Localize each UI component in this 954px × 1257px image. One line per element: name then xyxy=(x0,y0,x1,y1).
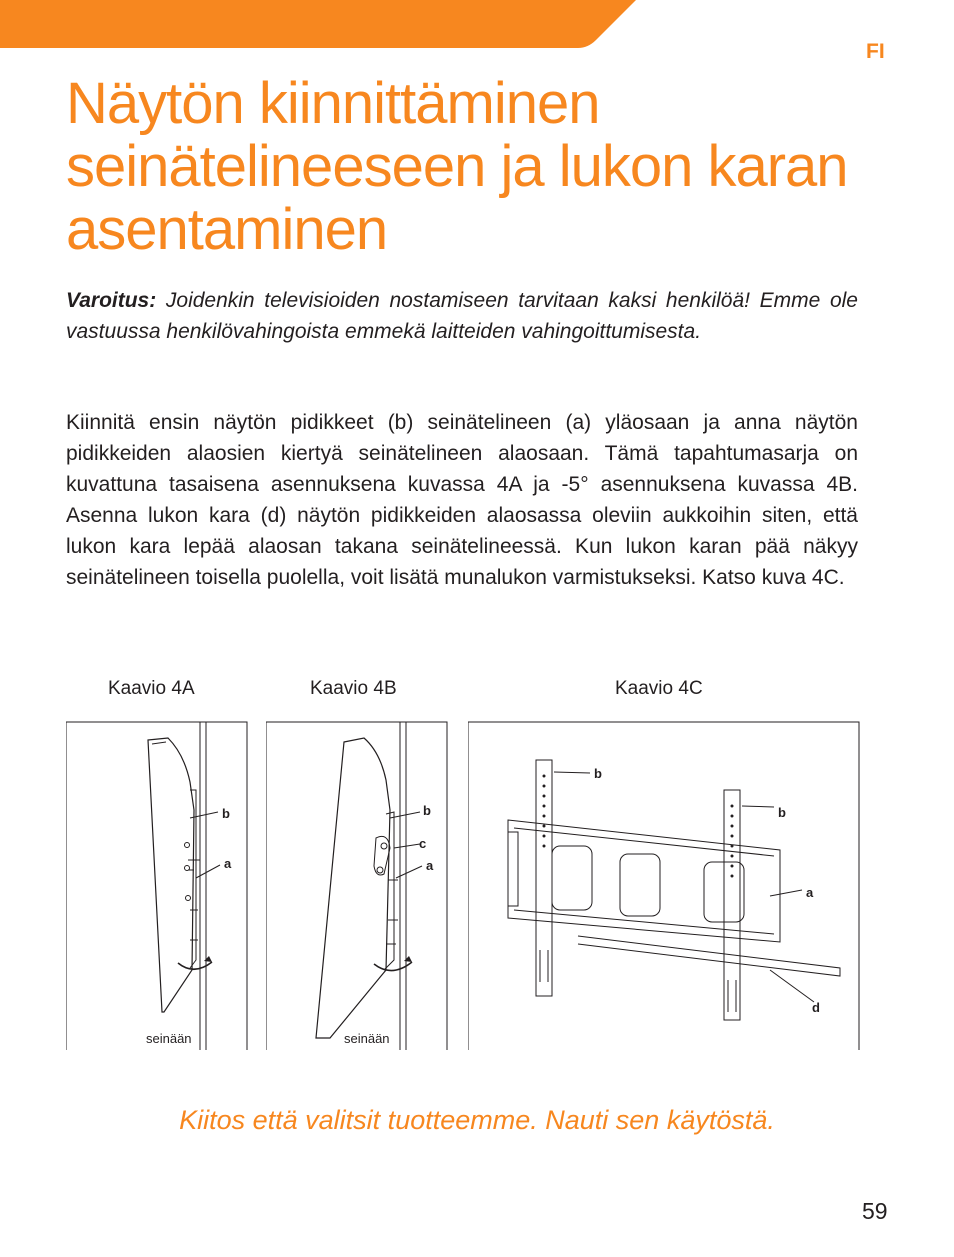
warning-paragraph xyxy=(66,285,858,347)
diagram-4a-caption: Kaavio 4A xyxy=(108,678,195,699)
diagram-4c-label-d: d xyxy=(812,1000,820,1015)
diagram-4a xyxy=(66,720,248,1052)
diagram-4c-caption: Kaavio 4C xyxy=(615,678,703,699)
diagram-4b-wall-label: seinään xyxy=(344,1031,390,1046)
warning-label: Varoitus: xyxy=(66,289,157,312)
diagram-4a-label-b: b xyxy=(222,806,230,821)
page-number: 59 xyxy=(862,1198,888,1224)
page-title: Näytön kiinnittäminen seinätelineeseen ja lukon karan asentaminen xyxy=(66,71,848,262)
language-tag: FI xyxy=(866,40,885,63)
diagram-4b-label-a: a xyxy=(426,858,434,873)
diagram-4a-wall-label: seinään xyxy=(146,1031,192,1046)
diagram-4b xyxy=(266,720,448,1052)
header-banner xyxy=(0,0,640,48)
diagram-4b-caption: Kaavio 4B xyxy=(310,678,397,699)
diagram-4b-label-c: c xyxy=(419,836,427,851)
diagram-4c xyxy=(468,720,860,1052)
instruction-paragraph: Kiinnitä ensin näytön pidikkeet (b) seinätelineen (a) yläosaan ja anna näytön pidikkeiden alaosien kiertyä seinätelineen alaosaan. Tämä tapahtumasarja on kuvattuna tasaisena asennuksena kuvassa 4A ja -5° asennuksena kuvassa 4B. Asenna lukon kara (d) näytön pidikkeiden alaosassa oleviin aukkoihin siten, että lukon kara lepää alaosan takana seinätelineessä. Kun lukon karan pää näkyy seinätelineen toisella puolella, voit lisätä munalukon varmistukseksi. Katso kuva 4C. xyxy=(66,411,858,589)
diagram-4c-label-b-right: b xyxy=(778,805,786,820)
diagram-4a-label-a: a xyxy=(224,856,232,871)
closing-message: Kiitos että valitsit tuotteemme. Nauti sen käytöstä. xyxy=(179,1105,775,1135)
diagram-4b-label-b: b xyxy=(423,803,431,818)
diagram-4c-label-a: a xyxy=(806,885,814,900)
diagram-4c-label-b-left: b xyxy=(594,766,602,781)
warning-text: Joidenkin televisioiden nostamiseen tarvitaan kaksi henkilöä! Emme ole vastuussa henkilövahingoista emmekä laitteiden vahingoittumisesta. xyxy=(66,289,858,343)
